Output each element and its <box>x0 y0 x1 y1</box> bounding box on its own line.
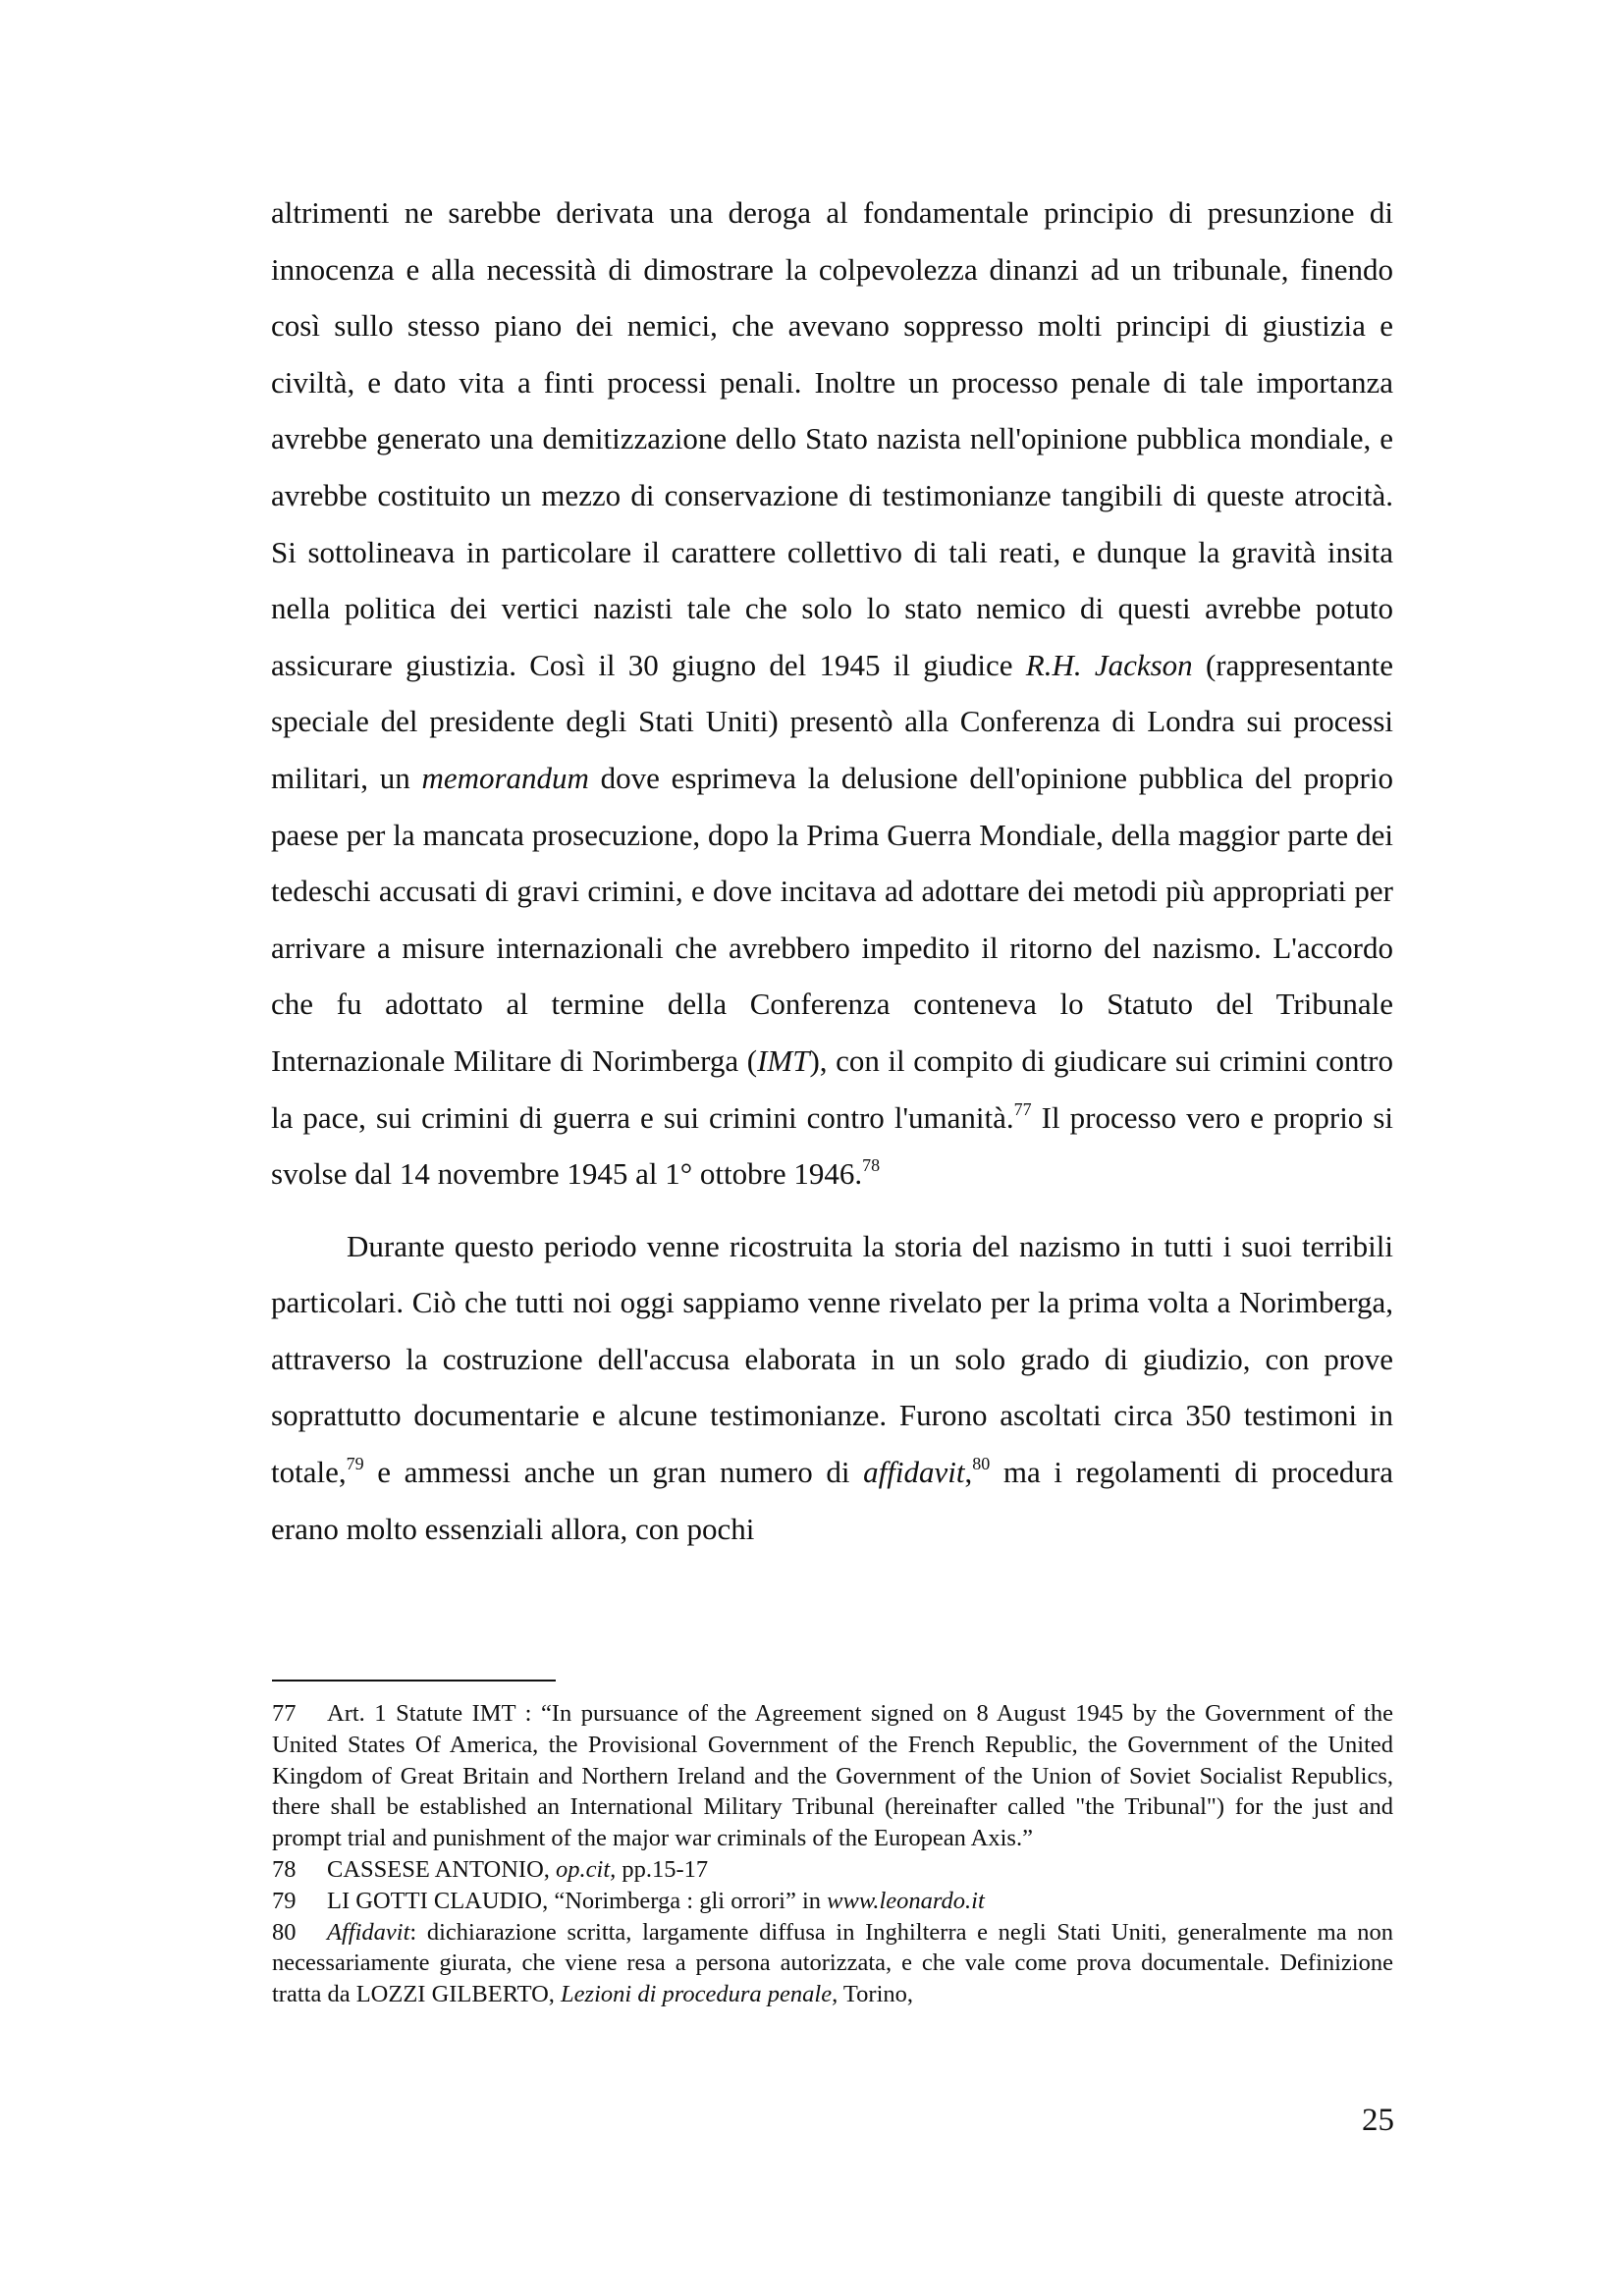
footnote-separator <box>272 1680 556 1682</box>
page-number: 25 <box>1362 2103 1394 2138</box>
text-run: altrimenti ne sarebbe derivata una deroga al fondamentale principio di presunzione di innocenza e alla necessità di dimostrare la colpevolezza dinanzi ad un tribunale, finendo così sullo stesso piano dei nemici, che avevano soppresso molti principi di giustizia e civiltà, e dato vita a finti processi penali. Inoltre un processo penale di tale importanza avrebbe generato una demitizzazione dello Stato nazista nell'opinione pubblica mondiale, e avrebbe costituito un mezzo di conservazione di testimonianze tangibili di queste atrocità. Si sottolineava in particolare il carattere collettivo di tali reati, e dunque la gravità insita nella politica dei vertici nazisti tale che solo lo stato nemico di questi avrebbe potuto assicurare giustizia. Così il 30 giugno del 1945 il giudice <box>271 195 1393 682</box>
text-run: ), con il compito di giudicare sui crimini contro la pace, sui crimini di guerra e sui crimini contro l'umanità. <box>271 1042 1393 1135</box>
footnote-italic: op.cit, <box>556 1855 617 1883</box>
footnote-text: CASSESE ANTONIO, <box>327 1855 557 1883</box>
footnote-ref-80[interactable]: 80 <box>972 1454 991 1474</box>
italic-name-jackson: R.H. Jackson <box>1025 647 1193 682</box>
footnote-text: Art. 1 Statute IMT : “In pursuance of the Agreement signed on 8 August 1945 by the Government of the United States Of America, the Provisional Government of the French Republic, the Government of the United Kingdom of Great Britain and Northern Ireland and the Government of the Union of Soviet Socialist Republics, there shall be established an International Military Tribunal (hereinafter called "the Tribunal") for the just and prompt trial and punishment of the major war criminals of the European Axis.” <box>272 1700 1393 1852</box>
footnote-80 <box>272 1917 1393 2010</box>
footnote-78 <box>272 1854 1393 1886</box>
footnote-ref-77[interactable]: 77 <box>1013 1098 1032 1119</box>
text-run: ma i regolamenti di procedura erano molto essenziali allora, con pochi <box>271 1455 1393 1546</box>
footnotes <box>272 1698 1393 2010</box>
paragraph-1 <box>271 185 1393 1202</box>
italic-acronym-imt: IMT <box>757 1042 810 1078</box>
footnote-number: 78 <box>272 1855 297 1883</box>
footnote-text: : dichiarazione scritta, largamente diffusa in Inghilterra e negli Stati Uniti, generalmente ma non necessariamente giurata, che viene resa a persona autorizzata, e che vale come prova documentale. Definizione tratta da LOZZI GILBERTO, <box>272 1918 1393 2008</box>
footnote-77 <box>272 1698 1393 1854</box>
text-run: (rappresentante speciale del presidente degli Stati Uniti) presentò alla Conferenza di Londra sui processi militari, un <box>271 647 1393 795</box>
italic-term-memorandum: memorandum <box>421 760 589 795</box>
footnote-italic: Lezioni di procedura penale, <box>561 1981 839 2008</box>
text-run: dove esprimeva la delusione dell'opinione pubblica del proprio paese per la mancata prosecuzione, dopo la Prima Guerra Mondiale, della maggior parte dei tedeschi accusati di gravi crimini, e dove incitava ad adottare dei metodi più appropriati per arrivare a misure internazionali che avrebbero impedito il ritorno del nazismo. L'accordo che fu adottato al termine della Conferenza conteneva lo Statuto del Tribunale Internazionale Militare di Norimberga ( <box>271 760 1393 1078</box>
footnote-number: 80 <box>272 1918 297 1946</box>
italic-term-affidavit: affidavit <box>863 1455 965 1490</box>
footnote-ref-79[interactable]: 79 <box>346 1454 364 1474</box>
text-run: Il processo vero e proprio si svolse dal 14 novembre 1945 al 1° ottobre 1946. <box>271 1099 1394 1192</box>
footnote-number: 77 <box>272 1700 297 1727</box>
footnote-link[interactable]: www.leonardo.it <box>827 1887 985 1914</box>
footnote-text: Torino, <box>838 1981 913 2008</box>
footnote-text: LI GOTTI CLAUDIO, “Norimberga : gli orrori” in <box>327 1887 828 1914</box>
footnote-79 <box>272 1886 1393 1917</box>
text-run: e ammessi anche un gran numero di <box>363 1455 864 1490</box>
footnote-ref-78[interactable]: 78 <box>862 1155 881 1176</box>
footnote-number: 79 <box>272 1887 297 1914</box>
main-text <box>271 185 1393 1557</box>
paragraph-2 <box>271 1218 1393 1558</box>
text-run: Durante questo periodo venne ricostruita la storia del nazismo in tutti i suoi terribili particolari. Ciò che tutti noi oggi sappiamo venne rivelato per la prima volta a Norimberga, attraverso la costruzione dell'accusa elaborata in un solo grado di giudizio, con prove soprattutto documentarie e alcune testimonianze. Furono ascoltati circa 350 testimoni in totale, <box>271 1228 1393 1490</box>
footnote-text: pp.15-17 <box>616 1855 709 1883</box>
footnote-italic: Affidavit <box>327 1918 410 1946</box>
text-run: , <box>964 1455 973 1490</box>
